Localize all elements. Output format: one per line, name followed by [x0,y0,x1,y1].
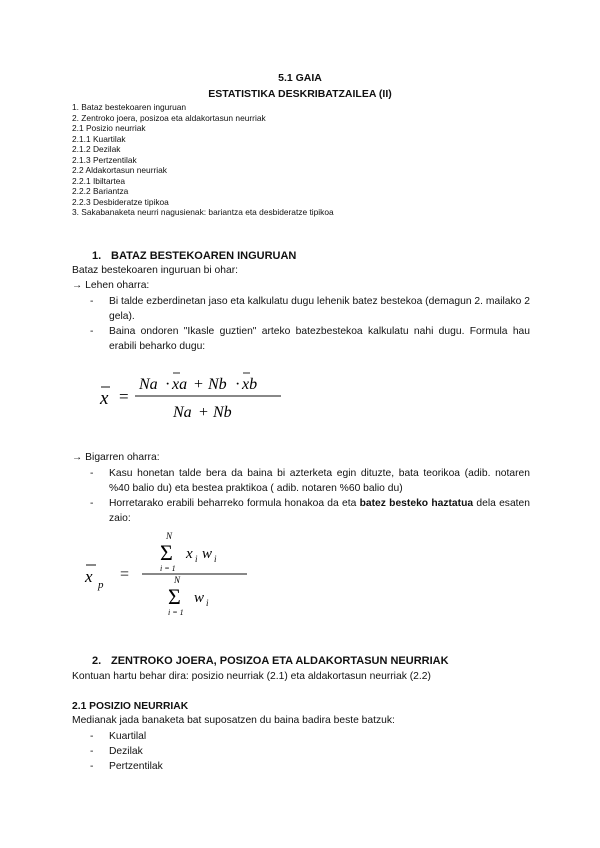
list-item [90,759,530,774]
bullet-item [90,324,530,354]
formula2-sigma-icon: Σ [168,584,181,609]
section1-heading [92,250,296,262]
toc-item: 2.2.1 Ibiltartea [72,175,126,186]
formula1-plus: + [194,376,204,393]
formula1-na: Na [139,376,158,393]
page-subtitle: ESTATISTIKA DESKRIBATZAILEA (II) [208,88,392,100]
bullet-dash: - [90,498,94,509]
section1-heading-text: BATAZ BESTEKOAREN INGURUAN [111,250,297,262]
bullet-dash: - [90,731,94,742]
section1-intro: Bataz bestekoaren inguruan bi ohar: [72,265,239,276]
section2-intro: Kontuan hartu behar dira: posizio neurriak (2.1) eta aldakortasun neurriak (2.2) [72,671,431,682]
formula2-lhs: x [85,567,93,586]
formula1-den-nb: Nb [213,404,232,421]
formula2-den-wi: i [206,598,209,608]
bullet-dash: - [90,746,94,757]
formula1-nb: Nb [208,376,227,393]
formula2-num-w: w [202,546,213,562]
bullet-item [90,466,530,496]
formula-group-mean [95,365,295,423]
toc-item: 2.2.3 Desbideratze tipikoa [72,196,169,207]
toc-item: 2.1.1 Kuartilak [72,133,126,144]
section1-number: 1. [92,250,102,262]
subsection-heading: 2.1 POSIZIO NEURRIAK [72,701,189,712]
toc-item: 2.1.3 Pertzentilak [72,154,137,165]
list-item-text: Pertzentilak [109,761,163,772]
formula1-eq: = [119,387,129,406]
bullet-dash: - [90,296,94,307]
section2-heading-text: ZENTROKO JOERA, POSIZOA ETA ALDAKORTASUN NEURRIAK [111,655,449,667]
list-item-text: Kuartilal [109,731,147,742]
toc-item: 2.1.2 Dezilak [72,144,121,154]
toc-item: 2.2.2 Bariantza [72,186,129,196]
bullet-dash: - [90,761,94,772]
formula2-den-w: w [194,590,205,606]
bullet4-post: dela esaten zaio: [109,498,530,524]
formula2-sigma-icon: Σ [160,540,173,565]
bullet-text: Baina ondoren "Ikasle guztien" arteko batezbestekoa kalkulatu nahi dugu. Formula hau erabili beharko dugu: [109,326,530,352]
formula2-lower: i = 1 [160,564,176,573]
section2-number: 2. [92,655,102,667]
list-item-text: Dezilak [109,746,143,757]
bullet-item [90,294,530,324]
bullet-text: Kasu honetan talde bera da baina bi azterketa egin dituzte, bata teorikoa (adib. notaren %40 balio du) eta bestea praktikoa ( adib. notaren %60 balio du) [109,468,530,494]
formula1-lhs: x [100,388,109,409]
list-item [90,729,530,744]
formula1-dot: · [165,376,171,393]
formula2-upper: N [174,575,181,585]
formula2-eq: = [120,566,130,583]
note2-label: → Bigarren oharra: [72,452,160,463]
list-item [90,744,530,759]
toc-item: 1. Bataz bestekoaren inguruan [72,102,187,112]
formula2-num-xi: i [195,554,198,564]
toc-item: 3. Sakabanaketa neurri nagusienak: bariantza eta desbideratze tipikoa [72,207,334,217]
bullet4-bold: batez besteko haztatua [359,498,474,509]
section2-heading [92,655,449,667]
formula1-xb: xb [242,376,258,393]
formula2-lower: i = 1 [168,608,184,617]
note1-label: → Lehen oharra: [72,280,150,291]
bullet-text [109,496,530,526]
toc-item: 2. Zentroko joera, posizoa eta aldakortasun neurriak [72,112,266,123]
formula-weighted-mean [80,530,260,620]
formula2-sub: p [98,579,104,591]
formula1-dot: · [235,376,241,393]
bullet-text: Bi talde ezberdinetan jaso eta kalkulatu dugu lehenik batez bestekoa (demagun 2. mailako 2 gela). [109,296,530,322]
bullet-item [90,496,530,526]
formula2-num-wi: i [214,554,217,564]
toc-item: 2.1 Posizio neurriak [72,123,146,133]
bullet-dash: - [90,326,94,337]
bullet4-pre: Horretarako erabili beharreko formula honakoa da eta [109,498,360,509]
formula2-num-x: x [186,546,193,562]
formula1-den-plus: + [199,404,209,421]
formula1-xa: xa [172,376,188,393]
subsection-intro: Medianak jada banaketa bat suposatzen du baina badira beste batzuk: [72,715,395,726]
bullet-dash: - [90,468,94,479]
toc-item: 2.2 Aldakortasun neurriak [72,165,167,175]
table-of-contents [72,102,334,218]
formula2-upper: N [166,531,173,541]
page-title: 5.1 GAIA [278,72,322,84]
formula1-den-na: Na [173,404,192,421]
